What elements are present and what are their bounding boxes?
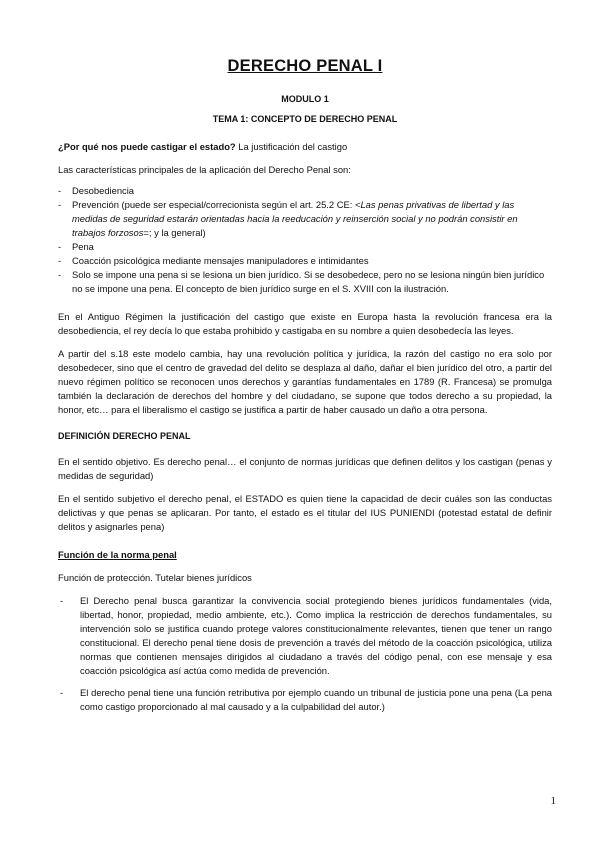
module-heading: MODULO 1 [281, 94, 329, 104]
list-item-text-tail: =; y la general) [143, 227, 206, 238]
dash-bullet: - [58, 255, 62, 266]
paragraph-antiguo-regimen: En el Antiguo Régimen la justificación del castigo que existe en Europa hasta la revolución francesa era la desobediencia, el rey decía lo que estaba prohibido y castigaba en su nombre a quien desobedecía las leyes. [58, 311, 552, 336]
intro-text: Las características principales de la aplicación del Derecho Penal son: [58, 164, 351, 175]
list-item-text: El derecho penal tiene una función retributiva por ejemplo cuando un tribunal de justicia pone una pena (La pena como castigo proporcionado al mal causado y a la culpabilidad del autor.) [80, 687, 552, 712]
list-item-text: Coacción psicológica mediante mensajes manipuladores e intimidantes [72, 255, 369, 266]
dash-bullet: - [60, 595, 64, 606]
list-item-text: Desobediencia [72, 185, 135, 196]
list-item [58, 594, 552, 678]
list-item [58, 240, 552, 254]
paragraph-sentido-objetivo: En el sentido objetivo. Es derecho penal… el conjunto de normas jurídicas que definen delitos y los castigan (penas y medidas de seguridad) [58, 456, 552, 481]
section-heading-funcion: Función de la norma penal [58, 549, 177, 560]
page-content [58, 56, 552, 722]
list-item [58, 686, 552, 714]
constitution-quote: <Las penas privativas de libertad y las medidas de seguridad estarán orientadas hacia la reeducación y reinserción social y no podrán consistir en trabajos forzosos [72, 199, 518, 238]
characteristics-list [58, 184, 552, 296]
subheading-proteccion: Función de protección. Tutelar bienes jurídicos [58, 572, 252, 583]
list-item-text: Pena [72, 241, 94, 252]
dash-bullet: - [58, 241, 62, 252]
section-heading-definicion: DEFINICIÓN DERECHO PENAL [58, 431, 191, 441]
question-line [58, 140, 552, 154]
function-list [58, 594, 552, 714]
list-item [58, 184, 552, 198]
dash-bullet: - [58, 199, 62, 210]
page-number: 1 [550, 795, 556, 807]
list-item [58, 198, 552, 240]
paragraph-sentido-subjetivo: En el sentido subjetivo el derecho penal, el ESTADO es quien tiene la capacidad de decir cuáles son las conductas delictivas y que penas se aplicaran. Por tanto, el estado es el titular del IUS PUNIENDI (potestad estatal de definir delitos y asignarles pena) [58, 493, 552, 532]
dash-bullet: - [58, 185, 62, 196]
list-item [58, 268, 552, 296]
list-item-text: Solo se impone una pena si se lesiona un bien jurídico. Si se desobedece, pero no se lesiona ningún bien jurídico no se impone una pena. El concepto de bien jurídico surge en el S. XVIII con la ilustración. [72, 269, 545, 294]
list-item [58, 254, 552, 268]
document-title: DERECHO PENAL I [227, 57, 383, 75]
list-item-text [72, 199, 518, 238]
theme-heading: TEMA 1: CONCEPTO DE DERECHO PENAL [212, 114, 398, 124]
question-rest: La justificación del castigo [235, 141, 348, 152]
paragraph-siglo-18: A partir del s.18 este modelo cambia, hay una revolución política y jurídica, la razón del castigo no era solo por desobedecer, sino que el centro de gravedad del delito se desplaza al daño, dañar el bien jurídico del otro, a partir del nuevo régimen político se reconocen unos derechos y garantías fundamentales en 1789 (R. Francesa) se promulga también la declaración de derechos del hombre y del ciudadano, se supone que todos derecho a su propiedad, la honor, etc… para el liberalismo el castigo se justifica a partir de haber causado un daño a otra persona. [58, 348, 552, 415]
dash-bullet: - [58, 269, 62, 280]
list-item-text-lead: Prevención (puede ser especial/correcionista según el art. 25.2 CE: [72, 199, 355, 210]
list-item-text: El Derecho penal busca garantizar la convivencia social protegiendo bienes jurídicos fundamentales (vida, libertad, honor, propiedad, medio ambiente, etc.). Como implica la restricción de derechos fundamentales, su intervención solo se justifica cuando protege valores constitucionalmente relevantes, tienen que tener un rango constitucional. El derecho penal tiene dosis de prevención a través del método de la coacción psicológica, utiliza normas que contienen mensajes dirigidos al ciudadano a través del código penal, con ese mensaje y esa coacción psicológica así actúa como medida de prevención. [80, 595, 552, 676]
question-bold: ¿Por qué nos puede castigar el estado? [58, 141, 236, 152]
dash-bullet: - [60, 687, 64, 698]
